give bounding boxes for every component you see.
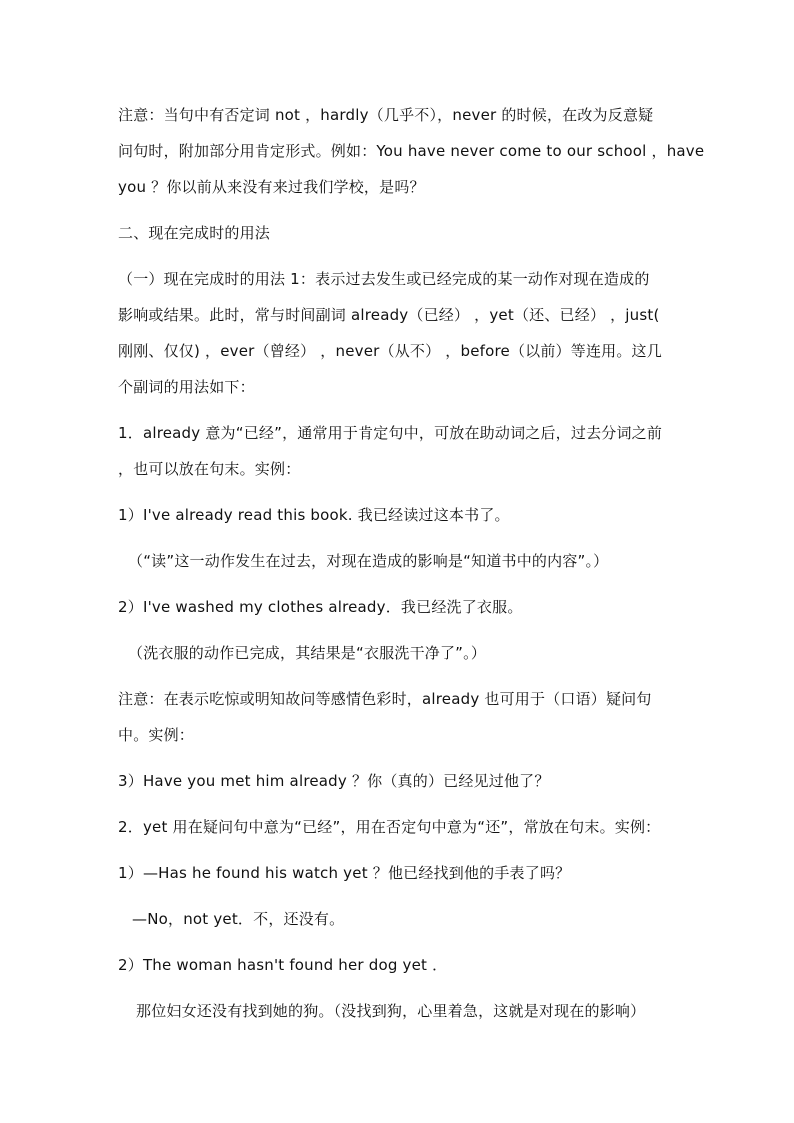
paragraph-gap xyxy=(118,753,683,763)
paragraph-line: 刚刚、仅仅) ，ever（曾经） ，never（从不） ，before（以前）等连用。这几 xyxy=(118,342,662,360)
paragraph-gap xyxy=(118,891,683,901)
paragraph-gap xyxy=(118,579,683,589)
paragraph-line: ，也可以放在句末。实例： xyxy=(118,460,301,478)
paragraph-line: 注意：在表示吃惊或明知故问等感情色彩时，already 也可用于（口语）疑问句 xyxy=(118,690,652,708)
dialogue-line: 1）—Has he found his watch yet ？他已经找到他的手表了吗？ xyxy=(118,864,571,882)
paragraph-gap xyxy=(118,937,683,947)
explanation-line: （洗衣服的动作已完成，其结果是“衣服洗干净了”。） xyxy=(128,644,487,662)
explanation-line: （“读”这一动作发生在过去，对现在造成的影响是“知道书中的内容”。） xyxy=(128,552,609,570)
section-heading: 二、现在完成时的用法 xyxy=(118,224,271,242)
example-line: 1）I've already read this book. 我已经读过这本书了。 xyxy=(118,506,510,524)
paragraph-line: you ？你以前从来没有来过我们学校，是吗？ xyxy=(118,178,425,196)
paragraph-line: （一）现在完成时的用法 1：表示过去发生或已经完成的某一动作对现在造成的 xyxy=(118,270,650,288)
paragraph-line: 中。实例： xyxy=(118,726,195,744)
paragraph-gap xyxy=(118,405,683,415)
paragraph-gap xyxy=(118,625,683,635)
paragraph-line: 影响或结果。此时，常与时间副词 already（已经） ，yet（还、已经） ，just( xyxy=(118,306,660,324)
paragraph-gap xyxy=(118,671,683,681)
paragraph-line: 1．already 意为“已经”，通常用于肯定句中，可放在助动词之后，过去分词之前 xyxy=(118,424,663,442)
paragraph-gap xyxy=(118,799,683,809)
example-line: 2）I've washed my clothes already．我已经洗了衣服。 xyxy=(118,598,523,616)
paragraph-line: 个副词的用法如下： xyxy=(118,378,255,396)
paragraph-line: 注意：当句中有否定词 not ，hardly（几乎不），never 的时候，在改为反意疑 xyxy=(118,106,654,124)
document-content xyxy=(118,97,705,1029)
paragraph-gap xyxy=(118,205,683,215)
example-line: 2）The woman hasn't found her dog yet ． xyxy=(118,956,448,974)
dialogue-line: —No，not yet．不，还没有。 xyxy=(132,910,345,928)
translation-line: 那位妇女还没有找到她的狗。（没找到狗，心里着急，这就是对现在的影响） xyxy=(136,1002,646,1020)
paragraph-gap xyxy=(118,983,683,993)
paragraph-gap xyxy=(118,251,683,261)
paragraph-line: 问句时，附加部分用肯定形式。例如：You have never come to our school ，have xyxy=(118,142,705,160)
paragraph-gap xyxy=(118,487,683,497)
paragraph-gap xyxy=(118,533,683,543)
example-line: 3）Have you met him already ？你（真的）已经见过他了？ xyxy=(118,772,550,790)
paragraph-line: 2．yet 用在疑问句中意为“已经”，用在否定句中意为“还”，常放在句末。实例： xyxy=(118,818,661,836)
paragraph-gap xyxy=(118,845,683,855)
